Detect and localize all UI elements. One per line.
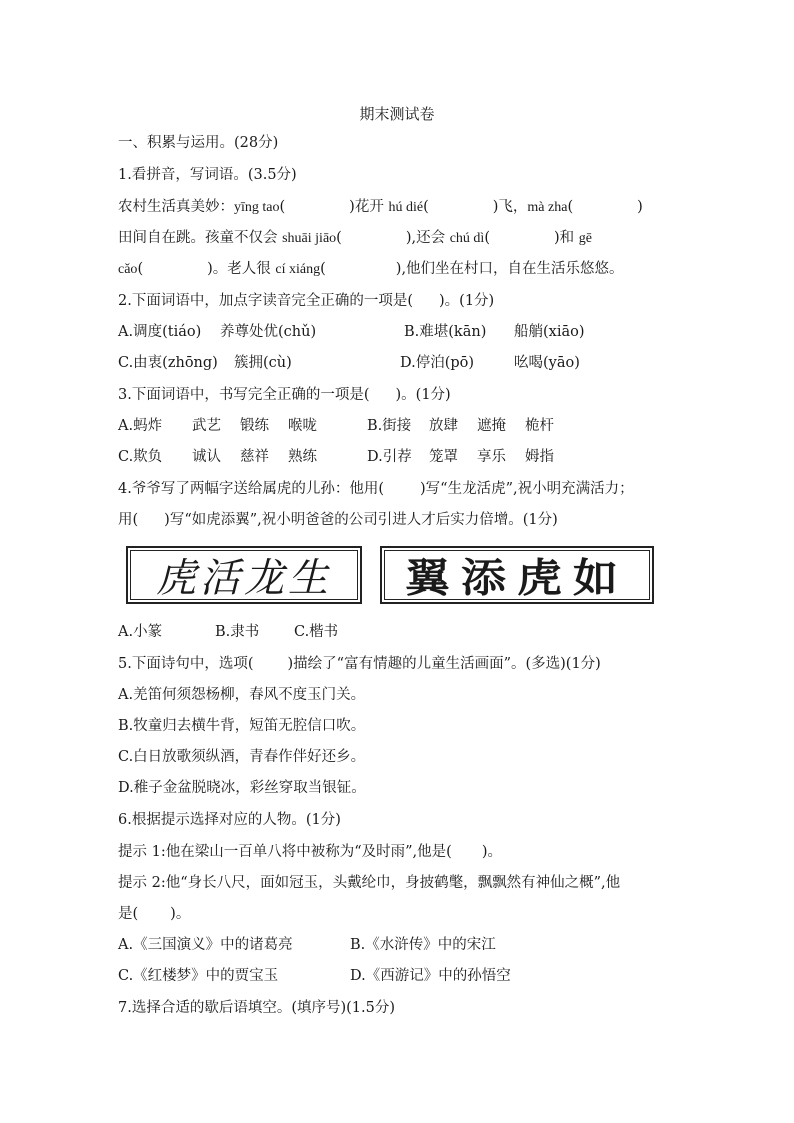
text: 农村生活真美妙： [118, 199, 234, 215]
q6-hint-2: 提示 2:他“身长八尺，面如冠玉，头戴纶巾，身披鹤氅，飘飘然有神仙之概”,他 [118, 875, 621, 891]
section-heading: 一、积累与运用。(28分) [118, 135, 279, 151]
word: 诚认 [192, 449, 221, 465]
text: 4.爷爷写了两幅字送给属虎的儿孙：他用( [118, 481, 384, 497]
text: 是( [118, 906, 139, 922]
option-b-2: 船艄(xiāo) [514, 324, 585, 340]
option-c-2: 簇拥(cù) [234, 355, 292, 371]
q4-line-1 [118, 479, 634, 499]
word: 笼罩 [429, 449, 458, 465]
word: 放肆 [429, 418, 458, 434]
pinyin: gē [578, 231, 592, 246]
q1-line-1: 农村生活真美妙：yīng tao( )花开 hú dié( )飞，mà zha( ) [118, 199, 643, 215]
pinyin: chú dì [449, 231, 485, 246]
text: )描绘了“富有情趣的儿童生活画面”。(多选)(1分) [287, 656, 601, 672]
option-a[interactable]: A.蚂炸 [118, 418, 163, 434]
pinyin: mà zha [527, 200, 568, 215]
text: 2.下面词语中，加点字读音完全正确的一项是( [118, 293, 413, 309]
text: )。 [170, 906, 191, 922]
text: 3.下面词语中，书写完全正确的一项是( [118, 387, 370, 403]
option-c[interactable]: C.《红楼梦》中的贾宝玉 [118, 968, 279, 984]
text: 。老人很 [212, 261, 276, 277]
word: 锻练 [240, 418, 269, 434]
option-c[interactable]: C.楷书 [294, 624, 339, 640]
page-title: 期末测试卷 [359, 105, 435, 123]
text: 飞， [498, 199, 528, 215]
option-a-2: 养尊处优(chǔ) [220, 324, 317, 340]
q5-option-b[interactable]: B.牧童归去横牛背，短笛无腔信口吹。 [118, 718, 366, 734]
option-b-1[interactable]: B.难堪(kān) [404, 324, 487, 340]
pinyin: cǎo [118, 262, 138, 277]
text: 田间自在跳。孩童不仅会 [118, 230, 283, 246]
calligraphy-panel-1 [126, 546, 362, 604]
text: ,还会 [411, 230, 450, 246]
text: 提示 1:他在梁山一百单八将中被称为“及时雨”,他是( [118, 844, 452, 860]
option-d-1[interactable]: D.停泊(pō) [400, 355, 475, 371]
q2-heading [118, 291, 494, 311]
q6-hint-1 [118, 842, 502, 862]
option-a[interactable]: A.小篆 [118, 624, 163, 640]
q7-heading: 7.选择合适的歇后语填空。(填序号)(1.5分) [118, 1000, 396, 1016]
option-b[interactable]: B.《水浒传》中的宋江 [350, 937, 496, 953]
word: 遮掩 [477, 418, 506, 434]
option-c-1[interactable]: C.由衷(zhōng) [118, 355, 218, 371]
pinyin: yīng tao [234, 200, 280, 215]
text: 花开 [354, 199, 389, 215]
word: 桅杆 [525, 418, 554, 434]
word: 慈祥 [240, 449, 269, 465]
q5-option-a[interactable]: A.羌笛何须怨杨柳，春风不度玉门关。 [118, 687, 366, 703]
q6-heading: 6.根据提示选择对应的人物。(1分) [118, 812, 341, 828]
text: )。(1分) [395, 387, 451, 403]
text: )。 [481, 844, 502, 860]
q4-line-2 [118, 510, 558, 530]
text: 和 [559, 230, 579, 246]
q1-line-2: 田间自在跳。孩童不仅会 shuāi jiāo( ),还会 chú dì( )和 gē [118, 230, 592, 246]
word: 武艺 [192, 418, 221, 434]
text: ,他们坐在村口，自在生活乐悠悠。 [401, 261, 624, 277]
q5-option-d[interactable]: D.稚子金盆脱晓冰，彩丝穿取当银钲。 [118, 780, 366, 796]
word: 喉咙 [288, 418, 317, 434]
q5-option-c[interactable]: C.白日放歌须纵酒，青春作伴好还乡。 [118, 749, 366, 765]
text: )写“生龙活虎”,祝小明充满活力； [420, 481, 634, 497]
word: 享乐 [477, 449, 506, 465]
q5-heading [118, 654, 601, 674]
calligraphy-panel-2 [380, 546, 654, 604]
text: 5.下面诗句中，选项( [118, 656, 254, 672]
calligraphy-text-2: 翼添虎如 [405, 555, 629, 602]
option-d[interactable]: D.引荐 [367, 449, 412, 465]
word: 姆指 [525, 449, 554, 465]
option-a-1[interactable]: A.调度(tiáo) [118, 324, 202, 340]
option-c[interactable]: C.欺负 [118, 449, 163, 465]
q1-line-3: cǎo( )。老人很 cí xiáng( ),他们坐在村口，自在生活乐悠悠。 [118, 261, 624, 277]
option-b[interactable]: B.街接 [367, 418, 412, 434]
text: 用( [118, 512, 139, 528]
pinyin: hú dié [388, 200, 424, 215]
option-b[interactable]: B.隶书 [215, 624, 260, 640]
text: )写“如虎添翼”,祝小明爸爸的公司引进人才后实力倍增。(1分) [164, 512, 558, 528]
q1-heading: 1.看拼音，写词语。(3.5分) [118, 167, 297, 183]
option-a[interactable]: A.《三国演义》中的诸葛亮 [118, 937, 293, 953]
pinyin: shuāi jiāo [282, 231, 337, 246]
q6-hint-2-cont [118, 904, 190, 924]
word: 熟练 [288, 449, 317, 465]
q3-heading [118, 385, 451, 405]
option-d-2: 吆喝(yāo) [514, 355, 580, 371]
calligraphy-text-1: 虎活龙生 [156, 555, 332, 602]
option-d[interactable]: D.《西游记》中的孙悟空 [350, 968, 511, 984]
pinyin: cí xiáng [275, 262, 321, 277]
text: )。(1分) [439, 293, 495, 309]
